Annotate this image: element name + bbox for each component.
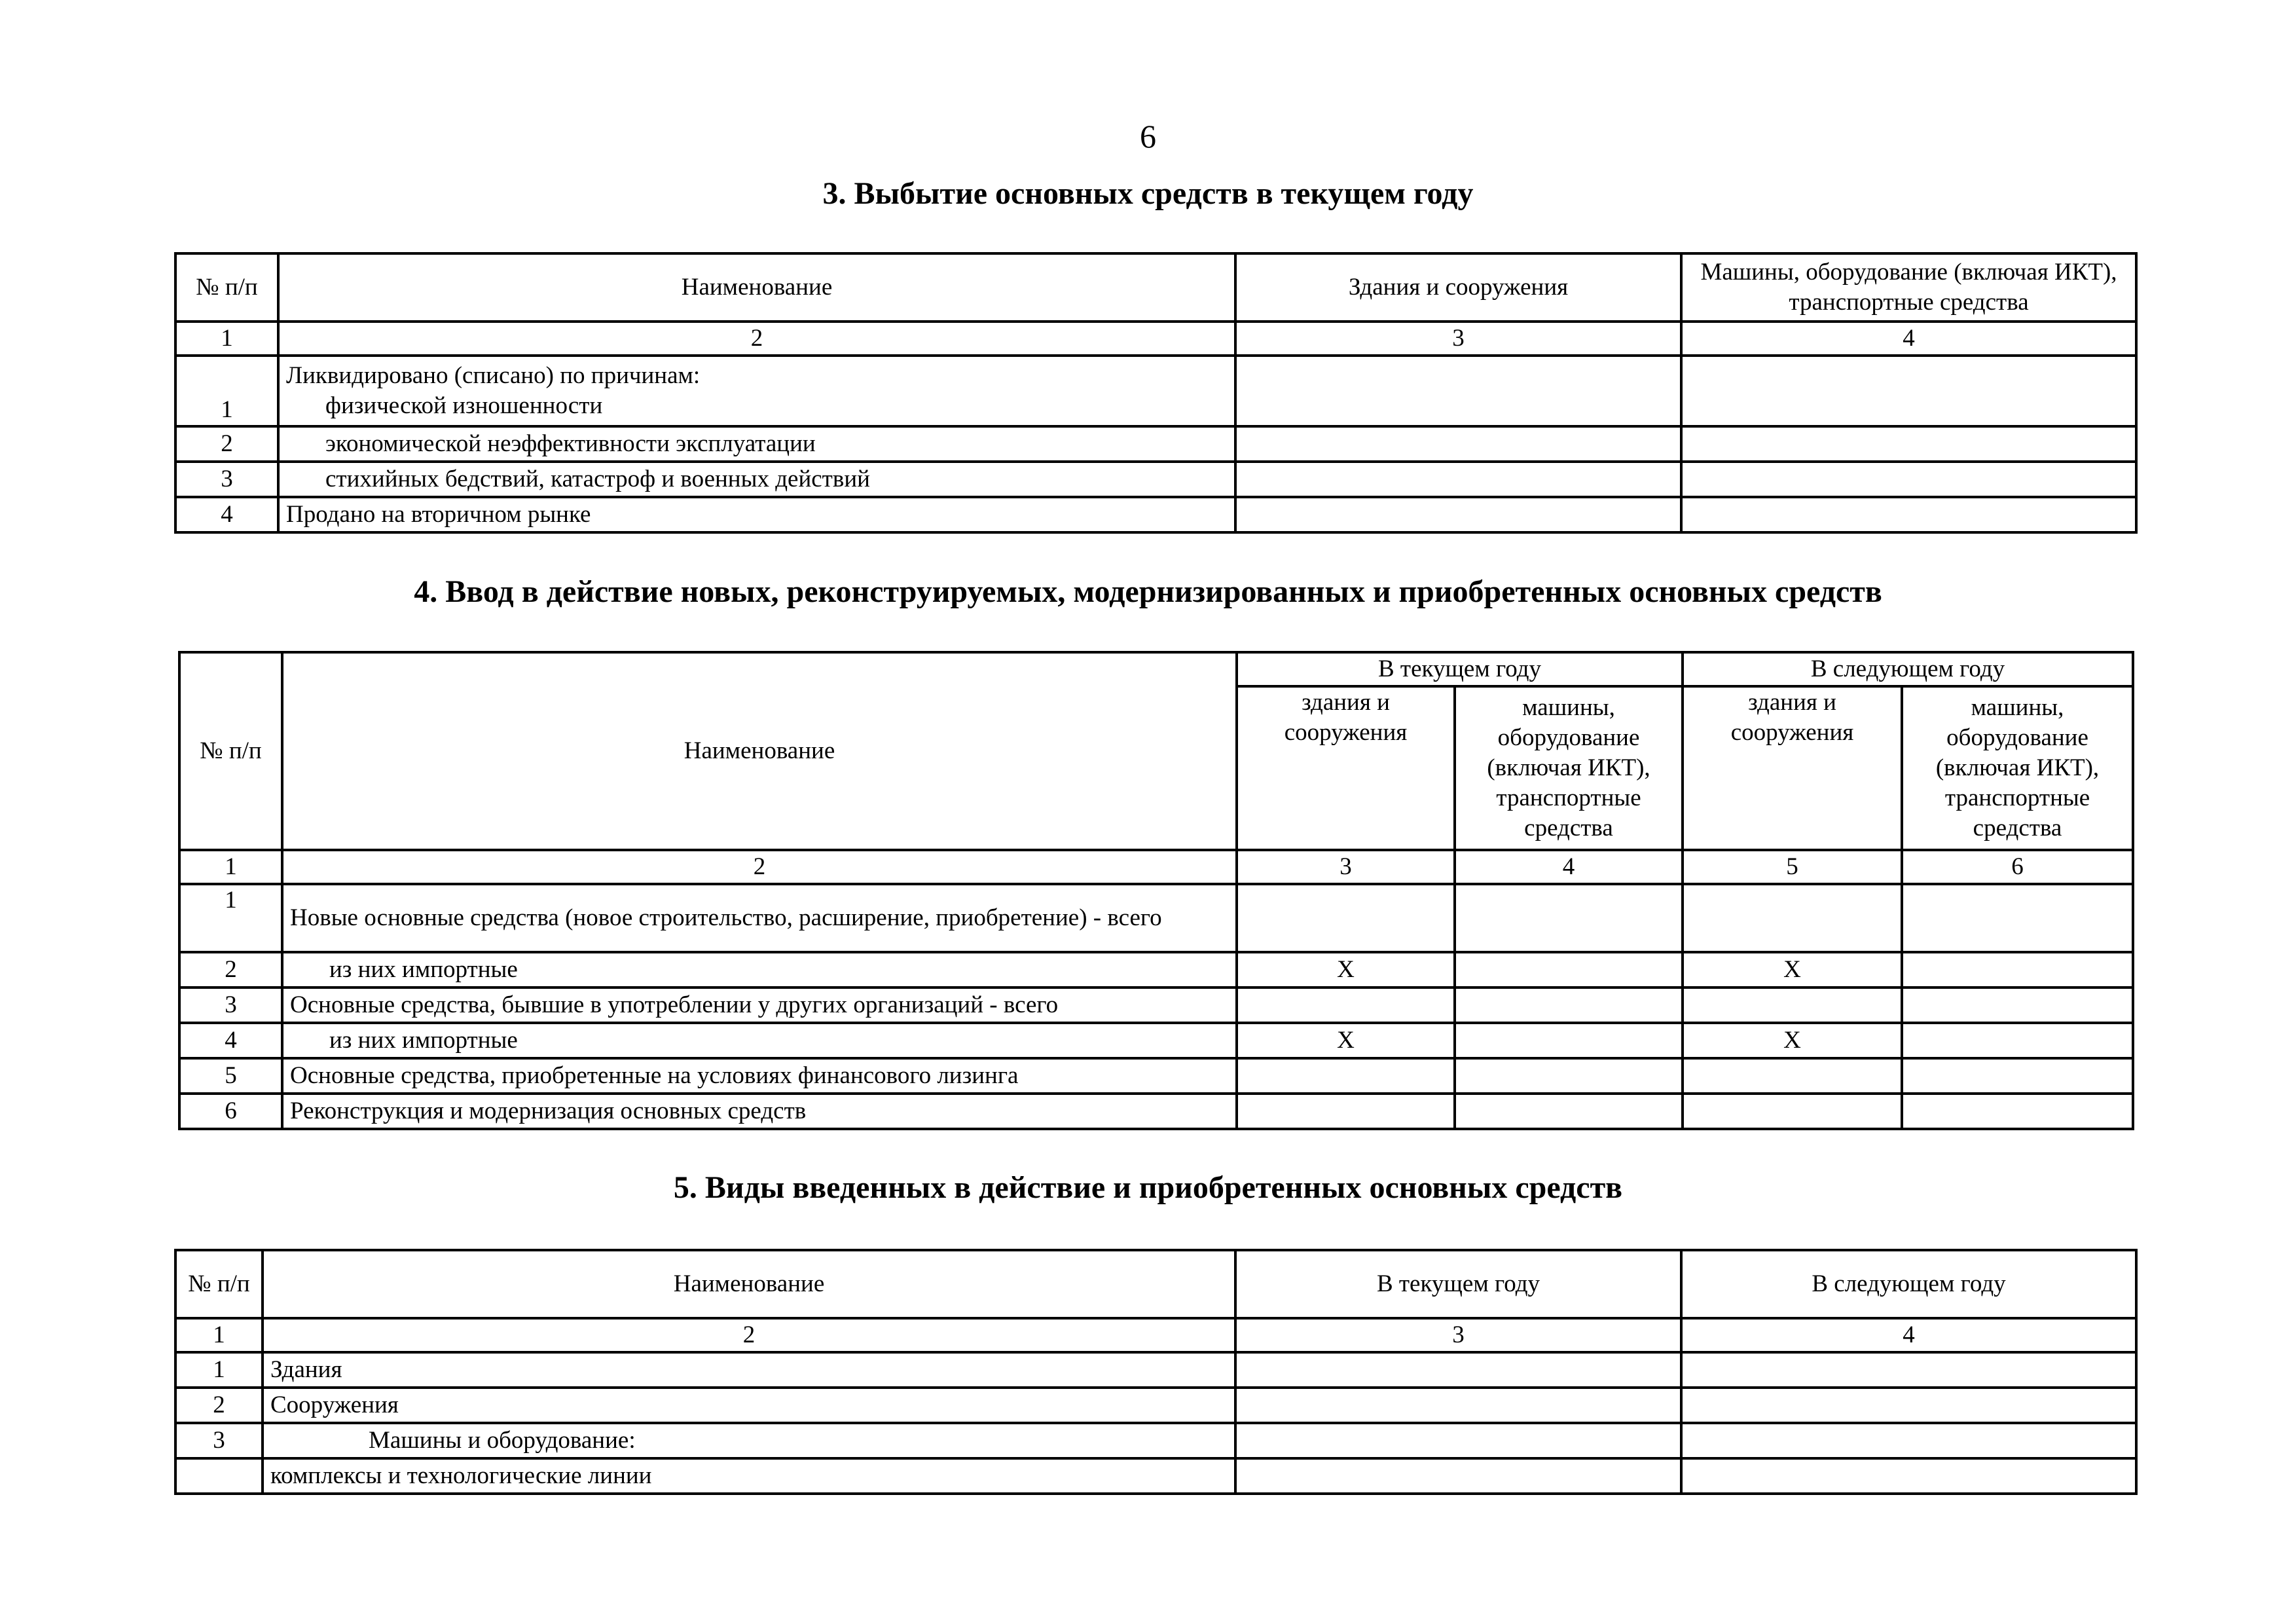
row-number: 1 xyxy=(175,1352,263,1388)
row-number: 4 xyxy=(175,497,278,532)
row-name: Ликвидировано (списано) по причинам: xyxy=(286,362,701,389)
input-cell[interactable] xyxy=(1683,884,1902,952)
header-next-year: В следующем году xyxy=(1681,1250,2136,1318)
row-name: физической изношенности xyxy=(325,392,603,419)
row-name-group xyxy=(278,356,1235,426)
row-name: комплексы и технологические линии xyxy=(263,1458,1235,1494)
input-cell[interactable] xyxy=(1235,462,1681,497)
col-number: 1 xyxy=(175,322,278,356)
section5-table xyxy=(174,1249,2138,1495)
input-cell[interactable] xyxy=(1455,1058,1683,1094)
input-cell[interactable] xyxy=(1681,356,2136,426)
input-cell[interactable] xyxy=(1237,987,1455,1023)
row-number: 3 xyxy=(179,987,282,1023)
cross-mark: X xyxy=(1237,1023,1455,1058)
input-cell[interactable] xyxy=(1455,884,1683,952)
section3-table xyxy=(174,252,2138,534)
header-num: № п/п xyxy=(175,1250,263,1318)
input-cell[interactable] xyxy=(1455,987,1683,1023)
input-cell[interactable] xyxy=(1902,884,2133,952)
col-number: 2 xyxy=(263,1318,1235,1352)
header-buildings: Здания и сооружения xyxy=(1235,253,1681,322)
col-number: 1 xyxy=(175,1318,263,1352)
row-name: из них импортные xyxy=(282,1023,1237,1058)
row-number xyxy=(175,1458,263,1494)
row-number: 6 xyxy=(179,1094,282,1129)
input-cell[interactable] xyxy=(1235,1458,1681,1494)
row-number: 2 xyxy=(179,952,282,987)
input-cell[interactable] xyxy=(1902,987,2133,1023)
input-cell[interactable] xyxy=(1237,1058,1455,1094)
row-name: Сооружения xyxy=(263,1388,1235,1423)
row-name: Основные средства, бывшие в употреблении у других организаций - всего xyxy=(282,987,1237,1023)
header-name: Наименование xyxy=(263,1250,1235,1318)
header-next-year: В следующем году xyxy=(1683,652,2133,686)
section5-title: 5. Виды введенных в действие и приобретенных основных средств xyxy=(673,1170,1623,1205)
section4-table xyxy=(178,651,2134,1130)
row-name: Продано на вторичном рынке xyxy=(278,497,1235,532)
input-cell[interactable] xyxy=(1237,884,1455,952)
header-machines: машины, оборудование (включая ИКТ), транспортные средства xyxy=(1902,686,2133,850)
input-cell[interactable] xyxy=(1681,497,2136,532)
col-number: 1 xyxy=(179,850,282,884)
header-name: Наименование xyxy=(282,652,1237,850)
input-cell[interactable] xyxy=(1683,1058,1902,1094)
col-number: 5 xyxy=(1683,850,1902,884)
cross-mark: X xyxy=(1683,1023,1902,1058)
header-buildings: здания и сооружения xyxy=(1237,686,1455,850)
row-name: Машины и оборудование: xyxy=(263,1423,1235,1458)
col-number: 2 xyxy=(278,322,1235,356)
row-number: 3 xyxy=(175,462,278,497)
col-number: 3 xyxy=(1235,322,1681,356)
input-cell[interactable] xyxy=(1681,1388,2136,1423)
section3-title: 3. Выбытие основных средств в текущем году xyxy=(822,176,1474,211)
row-name: из них импортные xyxy=(282,952,1237,987)
input-cell[interactable] xyxy=(1235,426,1681,462)
col-number: 2 xyxy=(282,850,1237,884)
col-number: 3 xyxy=(1237,850,1455,884)
input-cell[interactable] xyxy=(1681,1352,2136,1388)
row-number: 4 xyxy=(179,1023,282,1058)
col-number: 4 xyxy=(1681,322,2136,356)
input-cell[interactable] xyxy=(1235,1388,1681,1423)
cross-mark: X xyxy=(1683,952,1902,987)
input-cell[interactable] xyxy=(1681,1423,2136,1458)
col-number: 4 xyxy=(1455,850,1683,884)
input-cell[interactable] xyxy=(1681,462,2136,497)
row-name: Реконструкция и модернизация основных средств xyxy=(282,1094,1237,1129)
page-number: 6 xyxy=(1140,118,1156,155)
row-number: 1 xyxy=(179,884,282,952)
input-cell[interactable] xyxy=(1455,952,1683,987)
input-cell[interactable] xyxy=(1902,1058,2133,1094)
header-current-year: В текущем году xyxy=(1237,652,1683,686)
row-number: 2 xyxy=(175,426,278,462)
header-current-year: В текущем году xyxy=(1235,1250,1681,1318)
input-cell[interactable] xyxy=(1902,952,2133,987)
row-name: Здания xyxy=(263,1352,1235,1388)
input-cell[interactable] xyxy=(1683,987,1902,1023)
row-name: Новые основные средства (новое строительство, расширение, приобретение) - всего xyxy=(282,884,1237,952)
row-name: стихийных бедствий, катастроф и военных действий xyxy=(278,462,1235,497)
row-number: 2 xyxy=(175,1388,263,1423)
input-cell[interactable] xyxy=(1455,1094,1683,1129)
input-cell[interactable] xyxy=(1235,356,1681,426)
col-number: 3 xyxy=(1235,1318,1681,1352)
header-num: № п/п xyxy=(175,253,278,322)
header-num: № п/п xyxy=(179,652,282,850)
row-number: 1 xyxy=(175,356,278,426)
input-cell[interactable] xyxy=(1235,1423,1681,1458)
input-cell[interactable] xyxy=(1902,1023,2133,1058)
section4-title: 4. Ввод в действие новых, реконструируемых, модернизированных и приобретенных основных средств xyxy=(414,574,1882,609)
row-number: 5 xyxy=(179,1058,282,1094)
input-cell[interactable] xyxy=(1683,1094,1902,1129)
row-name: Основные средства, приобретенные на условиях финансового лизинга xyxy=(282,1058,1237,1094)
input-cell[interactable] xyxy=(1681,1458,2136,1494)
input-cell[interactable] xyxy=(1235,1352,1681,1388)
row-name: экономической неэффективности эксплуатации xyxy=(278,426,1235,462)
input-cell[interactable] xyxy=(1681,426,2136,462)
header-machines: машины, оборудование (включая ИКТ), транспортные средства xyxy=(1455,686,1683,850)
col-number: 4 xyxy=(1681,1318,2136,1352)
col-number: 6 xyxy=(1902,850,2133,884)
row-number: 3 xyxy=(175,1423,263,1458)
header-machines: Машины, оборудование (включая ИКТ), транспортные средства xyxy=(1681,253,2136,322)
input-cell[interactable] xyxy=(1235,497,1681,532)
input-cell[interactable] xyxy=(1455,1023,1683,1058)
header-buildings: здания и сооружения xyxy=(1683,686,1902,850)
input-cell[interactable] xyxy=(1237,1094,1455,1129)
input-cell[interactable] xyxy=(1902,1094,2133,1129)
header-name: Наименование xyxy=(278,253,1235,322)
cross-mark: X xyxy=(1237,952,1455,987)
